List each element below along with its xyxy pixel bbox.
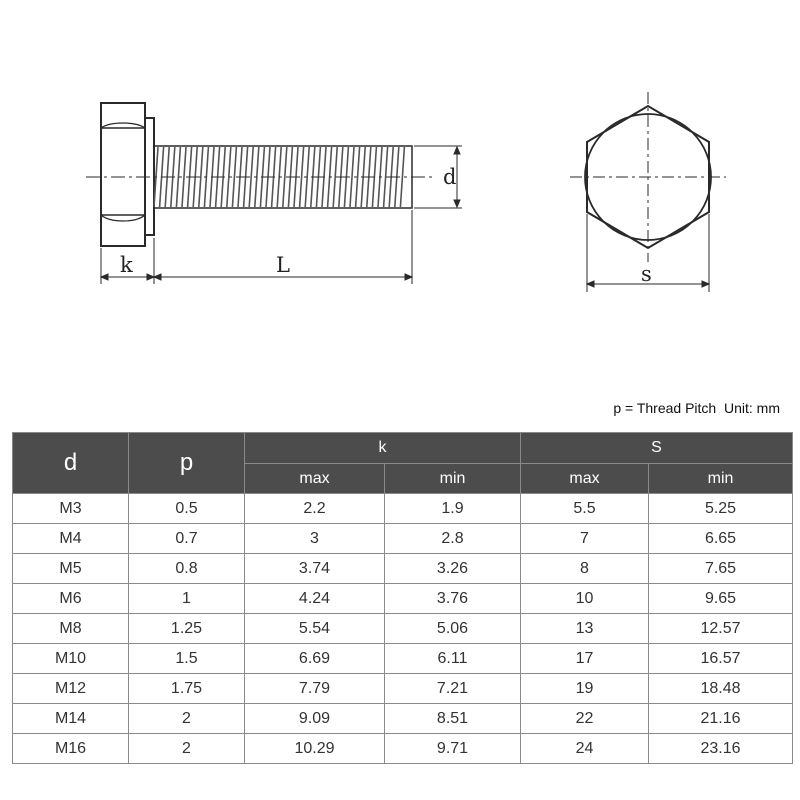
end-view-centerlines: [570, 92, 726, 262]
bolt-technical-drawing: [0, 0, 800, 380]
cell-k-min: 3.76: [385, 584, 521, 614]
thread-line: [232, 147, 236, 207]
cell-d: M10: [13, 644, 129, 674]
cell-p: 2: [129, 704, 245, 734]
cell-k-max: 3.74: [245, 554, 385, 584]
header-k-max: max: [245, 464, 385, 494]
table-row: [13, 584, 793, 614]
cell-s-min: 18.48: [649, 674, 793, 704]
cell-s-max: 10: [521, 584, 649, 614]
header-d: d: [13, 433, 129, 494]
dimension-k-label: k: [120, 253, 133, 277]
cell-s-max: 8: [521, 554, 649, 584]
bolt-dimension-table: [12, 432, 793, 764]
cell-s-max: 13: [521, 614, 649, 644]
cell-p: 0.7: [129, 524, 245, 554]
cell-d: M6: [13, 584, 129, 614]
thread-line: [350, 147, 354, 207]
cell-s-max: 24: [521, 734, 649, 764]
cell-k-max: 10.29: [245, 734, 385, 764]
cell-s-min: 7.65: [649, 554, 793, 584]
cell-d: M8: [13, 614, 129, 644]
table-row: [13, 494, 793, 524]
cell-d: M14: [13, 704, 129, 734]
cell-s-max: 22: [521, 704, 649, 734]
header-k-min: min: [385, 464, 521, 494]
cell-k-min: 5.06: [385, 614, 521, 644]
cell-k-min: 1.9: [385, 494, 521, 524]
cell-s-max: 7: [521, 524, 649, 554]
cell-k-max: 6.69: [245, 644, 385, 674]
table-row: [13, 674, 793, 704]
cell-k-min: 2.8: [385, 524, 521, 554]
cell-d: M5: [13, 554, 129, 584]
header-s: S: [521, 433, 793, 464]
thread-line: [300, 147, 304, 207]
cell-k-max: 4.24: [245, 584, 385, 614]
cell-p: 1: [129, 584, 245, 614]
cell-s-min: 9.65: [649, 584, 793, 614]
table-row: [13, 644, 793, 674]
cell-s-min: 21.16: [649, 704, 793, 734]
cell-s-min: 16.57: [649, 644, 793, 674]
cell-s-max: 5.5: [521, 494, 649, 524]
cell-s-max: 17: [521, 644, 649, 674]
cell-k-min: 7.21: [385, 674, 521, 704]
cell-p: 1.5: [129, 644, 245, 674]
cell-d: M3: [13, 494, 129, 524]
cell-p: 2: [129, 734, 245, 764]
cell-s-min: 12.57: [649, 614, 793, 644]
cell-p: 1.75: [129, 674, 245, 704]
cell-k-min: 8.51: [385, 704, 521, 734]
cell-k-min: 6.11: [385, 644, 521, 674]
cell-s-min: 6.65: [649, 524, 793, 554]
cell-p: 0.8: [129, 554, 245, 584]
table-row: [13, 734, 793, 764]
dimension-k-l: [101, 210, 412, 284]
cell-s-min: 23.16: [649, 734, 793, 764]
cell-k-max: 2.2: [245, 494, 385, 524]
cell-k-max: 7.79: [245, 674, 385, 704]
table-row: [13, 524, 793, 554]
dimension-d-label: d: [443, 165, 457, 189]
cell-p: 1.25: [129, 614, 245, 644]
cell-k-max: 9.09: [245, 704, 385, 734]
header-p: p: [129, 433, 245, 494]
cell-s-max: 19: [521, 674, 649, 704]
cell-d: M4: [13, 524, 129, 554]
thread-line: [182, 147, 186, 207]
cell-d: M12: [13, 674, 129, 704]
cell-p: 0.5: [129, 494, 245, 524]
header-s-max: max: [521, 464, 649, 494]
header-k: k: [245, 433, 521, 464]
unit-note: p = Thread Pitch Unit: mm: [613, 400, 780, 416]
cell-k-min: 3.26: [385, 554, 521, 584]
table-row: [13, 704, 793, 734]
cell-k-max: 3: [245, 524, 385, 554]
cell-d: M16: [13, 734, 129, 764]
cell-k-max: 5.54: [245, 614, 385, 644]
table-row: [13, 614, 793, 644]
thread-line: [400, 147, 404, 207]
cell-k-min: 9.71: [385, 734, 521, 764]
cell-s-min: 5.25: [649, 494, 793, 524]
table-row: [13, 554, 793, 584]
dimension-L-label: L: [276, 253, 290, 277]
header-s-min: min: [649, 464, 793, 494]
dimension-s-label: s: [641, 262, 652, 286]
